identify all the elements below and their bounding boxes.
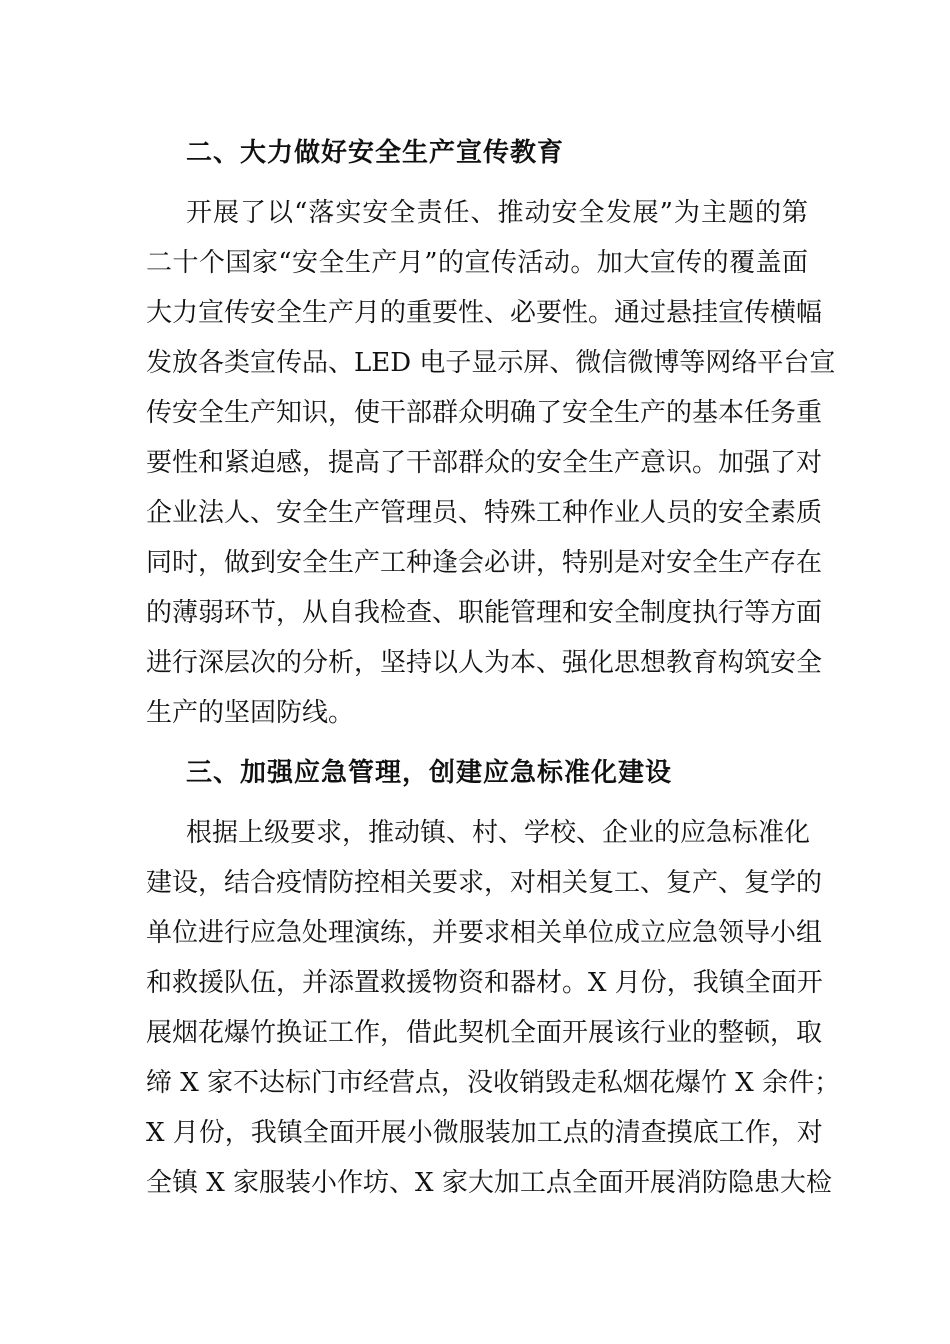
- paragraph-line: 二十个国家“安全生产月”的宣传活动。加大宣传的覆盖面: [146, 248, 808, 278]
- paragraph-line: 开展了以“落实安全责任、推动安全发展”为主题的第: [186, 198, 808, 228]
- section-heading-2: 二、大力做好安全生产宣传教育: [186, 138, 565, 168]
- paragraph-line: 进行深层次的分析，坚持以人为本、强化思想教育构筑安全: [146, 648, 823, 678]
- paragraph-line: 缔 X 家不达标门市经营点，没收销毁走私烟花爆竹 X 余件；: [146, 1068, 841, 1098]
- paragraph-line: 传安全生产知识，使干部群众明确了安全生产的基本任务重: [146, 398, 823, 428]
- section-heading-3: 三、加强应急管理，创建应急标准化建设: [186, 758, 673, 788]
- paragraph-line: 的薄弱环节，从自我检查、职能管理和安全制度执行等方面: [146, 598, 823, 628]
- paragraph-line: 和救援队伍，并添置救援物资和器材。X 月份，我镇全面开: [146, 968, 823, 998]
- paragraph-line: 大力宣传安全生产月的重要性、必要性。通过悬挂宣传横幅: [146, 298, 823, 328]
- paragraph-line: 同时，做到安全生产工种逢会必讲，特别是对安全生产存在: [146, 548, 823, 578]
- paragraph-line: 要性和紧迫感，提高了干部群众的安全生产意识。加强了对: [146, 448, 823, 478]
- paragraph-line: 建设，结合疫情防控相关要求，对相关复工、复产、复学的: [146, 868, 823, 898]
- paragraph-line: X 月份，我镇全面开展小微服装加工点的清查摸底工作，对: [146, 1118, 823, 1148]
- paragraph-line: 全镇 X 家服装小作坊、X 家大加工点全面开展消防隐患大检: [146, 1168, 832, 1198]
- paragraph-line: 企业法人、安全生产管理员、特殊工种作业人员的安全素质: [146, 498, 823, 528]
- paragraph-line: 单位进行应急处理演练，并要求相关单位成立应急领导小组: [146, 918, 823, 948]
- paragraph-line: 发放各类宣传品、LED 电子显示屏、微信微博等网络平台宣: [146, 348, 836, 378]
- paragraph-line: 根据上级要求，推动镇、村、学校、企业的应急标准化: [186, 818, 811, 848]
- paragraph-line: 展烟花爆竹换证工作，借此契机全面开展该行业的整顿，取: [146, 1018, 823, 1048]
- paragraph-line: 生产的坚固防线。: [146, 698, 355, 728]
